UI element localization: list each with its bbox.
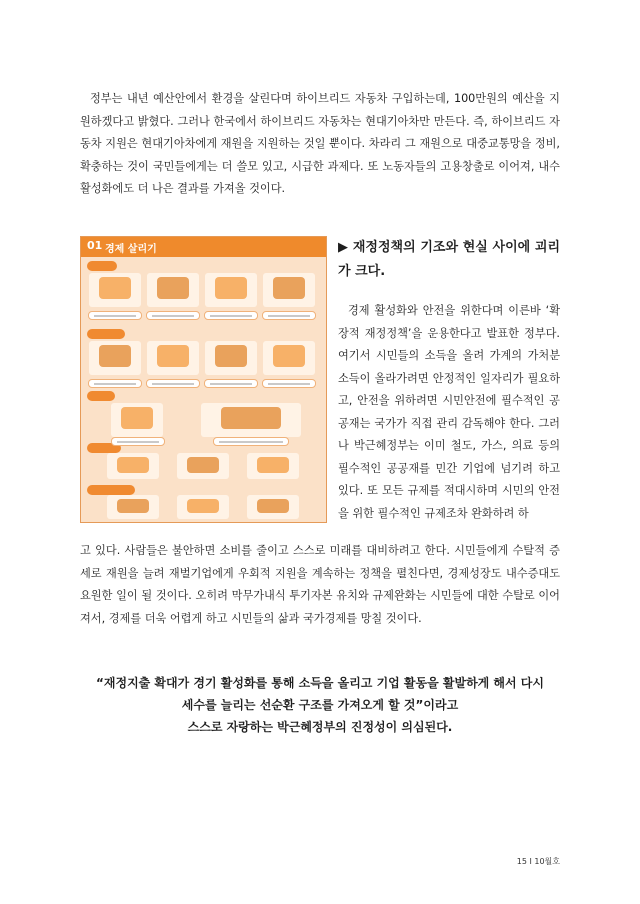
infographic-tile bbox=[107, 495, 159, 519]
infographic-tile bbox=[177, 495, 229, 519]
side-paragraph-text: 경제 활성화와 안전을 위한다며 이른바 ‘확장적 재정정책’을 운용한다고 발표한 정부다. 여기서 시민들의 소득을 올려 가계의 가처분 소득이 올라가려면 안정적인 일자리가 필요하고, 안전을 위하려면 시민안전에 필수적인 공공재는 국가가 직접 관리 감독해야 한다. 그러나 박근혜정부는 이미 철도, 가스, 의료 등의 필수적인 공공재를 민간 기업에 넘기려 하고 있다. 또 모든 규제를 적대시하며 시민의 안전을 위한 필수적인 규제조차 완화하려 하 bbox=[338, 304, 560, 520]
infographic-tile bbox=[201, 403, 301, 437]
infographic-section-tag bbox=[87, 261, 117, 271]
paragraph-intro bbox=[80, 88, 560, 201]
infographic-title: 경제 살리기 bbox=[105, 244, 157, 255]
infographic-tile bbox=[177, 453, 229, 479]
economy-infographic bbox=[80, 236, 327, 523]
infographic-tile bbox=[247, 453, 299, 479]
infographic-tile bbox=[89, 341, 141, 375]
infographic-caption bbox=[204, 379, 258, 388]
infographic-caption bbox=[88, 311, 142, 320]
section-heading: ▶ 재정정책의 기조와 현실 사이에 괴리가 크다. bbox=[338, 240, 560, 279]
infographic-tile bbox=[147, 273, 199, 307]
page-footer: 15 I 10월호 bbox=[516, 857, 560, 866]
infographic-tile bbox=[111, 403, 163, 437]
paragraph-intro-text: 정부는 내년 예산안에서 환경을 살린다며 하이브리드 자동차 구입하는데, 100만원의 예산을 지원하겠다고 밝혔다. 그러나 한국에서 하이브리드 자동차는 현대기아차만 만든다. 즉, 하이브리드 자동차 지원은 현대기아차에게 재원을 지원하는 것일 뿐이다. 차라리 그 재원으로 대중교통망을 정비, 확충하는 것이 국민들에게는 더 쓸모 있고, 시급한 과제다. 또 노동자들의 고용창출로 이어져, 내수 활성화에도 더 나은 결과를 가져올 것이다. bbox=[80, 92, 560, 195]
infographic-tile bbox=[205, 273, 257, 307]
infographic-caption bbox=[88, 379, 142, 388]
paragraph-continued: 고 있다. 사람들은 불안하면 소비를 줄이고 스스로 미래를 대비하려고 한다. 시민들에게 수탈적 증세로 재원을 늘려 재벌기업에게 우회적 지원을 계속하는 정책을 펼친다면, 경제성장도 내수증대도 요원한 일이 될 것이다. 오히려 막무가내식 투기자본 유치와 규제완화는 시민들에 대한 수탈로 이어져서, 경제를 더욱 어렵게 하고 시민들의 삶과 국가경제를 망칠 것이다. bbox=[80, 544, 560, 625]
infographic-caption bbox=[146, 379, 200, 388]
infographic-header bbox=[81, 237, 326, 257]
infographic-caption bbox=[213, 437, 289, 446]
infographic-section-tag bbox=[87, 329, 125, 339]
infographic-number: 01 bbox=[87, 239, 103, 252]
infographic-caption bbox=[204, 311, 258, 320]
pull-quote-line: 세수를 늘리는 선순환 구조를 가져오게 할 것”이라고 bbox=[181, 698, 459, 712]
infographic-caption bbox=[146, 311, 200, 320]
infographic-caption bbox=[262, 379, 316, 388]
infographic-section-tag bbox=[87, 391, 115, 401]
pull-quote-line: “재정지출 확대가 경기 활성화를 통해 소득을 올리고 기업 활동을 활발하게 해서 다시 bbox=[96, 676, 544, 690]
pull-quote-line: 스스로 자랑하는 박근혜정부의 진정성이 의심된다. bbox=[187, 720, 453, 734]
infographic-tile bbox=[263, 341, 315, 375]
infographic-tile bbox=[147, 341, 199, 375]
infographic-tile bbox=[89, 273, 141, 307]
infographic-tile bbox=[263, 273, 315, 307]
infographic-tile bbox=[205, 341, 257, 375]
pull-quote bbox=[80, 672, 560, 738]
infographic-caption bbox=[111, 437, 165, 446]
infographic-tile bbox=[247, 495, 299, 519]
infographic-caption bbox=[262, 311, 316, 320]
infographic-tile bbox=[107, 453, 159, 479]
infographic-section-tag bbox=[87, 485, 135, 495]
side-paragraph bbox=[338, 300, 560, 525]
